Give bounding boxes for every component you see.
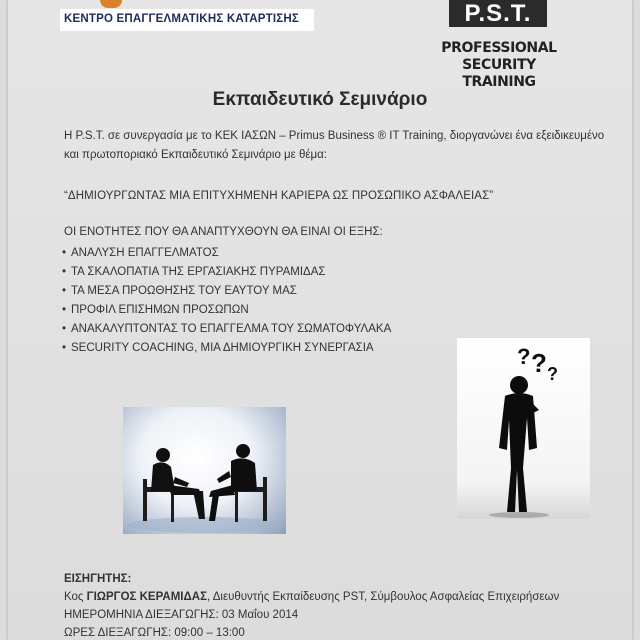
meeting-silhouettes — [123, 407, 286, 534]
unit-label: ΠΡΟΦΙΛ ΕΠΙΣΗΜΩΝ ΠΡΟΣΩΠΩΝ — [71, 304, 249, 316]
svg-text:?: ? — [531, 348, 547, 378]
seminar-intro: Η P.S.T. σε συνεργασία με το ΚΕΚ ΙΑΣΩΝ – Primus Business ® IT Training, διοργανώνει ένα εξειδικευμένο και πρωτοποριακό Εκπαιδευτικό Σεμινάριο με θέμα: — [64, 130, 605, 161]
pst-subtitle-line1: PROFESSIONAL SECURITY — [441, 40, 557, 73]
bullet: • — [62, 247, 67, 259]
list-item — [62, 320, 542, 339]
list-item — [62, 301, 542, 320]
pst-subtitle — [404, 40, 594, 91]
unit-label: ΑΝΑΚΑΛΥΠΤΟΝΤΑΣ ΤΟ ΕΠΑΓΓΕΛΜΑ ΤΟΥ ΣΩΜΑΤΟΦΥΛΑΚΑ — [71, 323, 392, 335]
unit-label: ΤΑ ΣΚΑΛΟΠΑΤΙΑ ΤΗΣ ΕΡΓΑΣΙΑΚΗΣ ΠΥΡΑΜΙΔΑΣ — [71, 266, 326, 278]
units-intro: ΟΙ ΕΝΟΤΗΤΕΣ ΠΟΥ ΘΑ ΑΝΑΠΤΥΧΘΟΥΝ ΘΑ ΕΙΝΑΙ ΟΙ ΕΞΗΣ: — [64, 226, 383, 238]
pst-subtitle-line2: TRAINING — [462, 74, 536, 90]
bullet: • — [62, 304, 67, 316]
kek-name: ΚΕΝΤΡΟ ΕΠΑΓΓΕΛΜΑΤΙΚΗΣ ΚΑΤΑΡΤΙΣΗΣ — [64, 13, 299, 25]
kek-logo-mark — [100, 0, 122, 8]
speaker-prefix: Κος — [64, 591, 87, 603]
speaker-role: , Διευθυντής Εκπαίδευσης PST, Σύμβουλος Ασφαλείας Επιχειρήσεων — [206, 591, 560, 603]
bullet: • — [62, 342, 67, 354]
speaker-name: ΓΙΩΡΓΟΣ ΚΕΡΑΜΙΔΑΣ — [86, 591, 207, 603]
list-item — [62, 282, 542, 301]
unit-label: ΤΑ ΜΕΣΑ ΠΡΟΩΘΗΣΗΣ ΤΟΥ ΕΑΥΤΟΥ ΜΑΣ — [71, 285, 297, 297]
svg-text:?: ? — [517, 344, 531, 369]
meeting-photo — [123, 407, 286, 534]
speaker-label: ΕΙΣΗΓΗΤΗΣ: — [64, 573, 132, 585]
bullet: • — [62, 323, 67, 335]
seminar-topic: “ΔΗΜΙΟΥΡΓΩΝΤΑΣ ΜΙΑ ΕΠΙΤΥΧΗΜΕΝΗ ΚΑΡΙΕΡΑ ΩΣ ΠΡΟΣΩΠΙΚΟ ΑΣΦΑΛΕΙΑΣ” — [64, 190, 494, 202]
thinker-photo — [457, 338, 590, 519]
seminar-date: ΗΜΕΡΟΜΗΝΙΑ ΔΙΕΞΑΓΩΓΗΣ: 03 Μαΐου 2014 — [64, 609, 299, 621]
list-item — [62, 244, 542, 263]
seminar-title: Εκπαιδευτικό Σεμινάριο — [212, 89, 428, 110]
unit-label: ΑΝΑΛΥΣΗ ΕΠΑΓΓΕΛΜΑΤΟΣ — [71, 247, 219, 259]
bullet: • — [62, 266, 67, 278]
seminar-hours: ΩΡΕΣ ΔΙΕΞΑΓΩΓΗΣ: 09:00 – 13:00 — [64, 627, 245, 639]
speaker-line — [64, 591, 559, 603]
svg-text:?: ? — [547, 364, 558, 384]
thinker-silhouette — [457, 338, 590, 519]
pst-logo: P.S.T. — [449, 0, 547, 27]
list-item — [62, 263, 542, 282]
unit-label: SECURITY COACHING, ΜΙΑ ΔΗΜΙΟΥΡΓΙΚΗ ΣΥΝΕΡΓΑΣΙΑ — [71, 342, 374, 354]
seminar-flyer — [8, 0, 632, 640]
bullet: • — [62, 285, 67, 297]
